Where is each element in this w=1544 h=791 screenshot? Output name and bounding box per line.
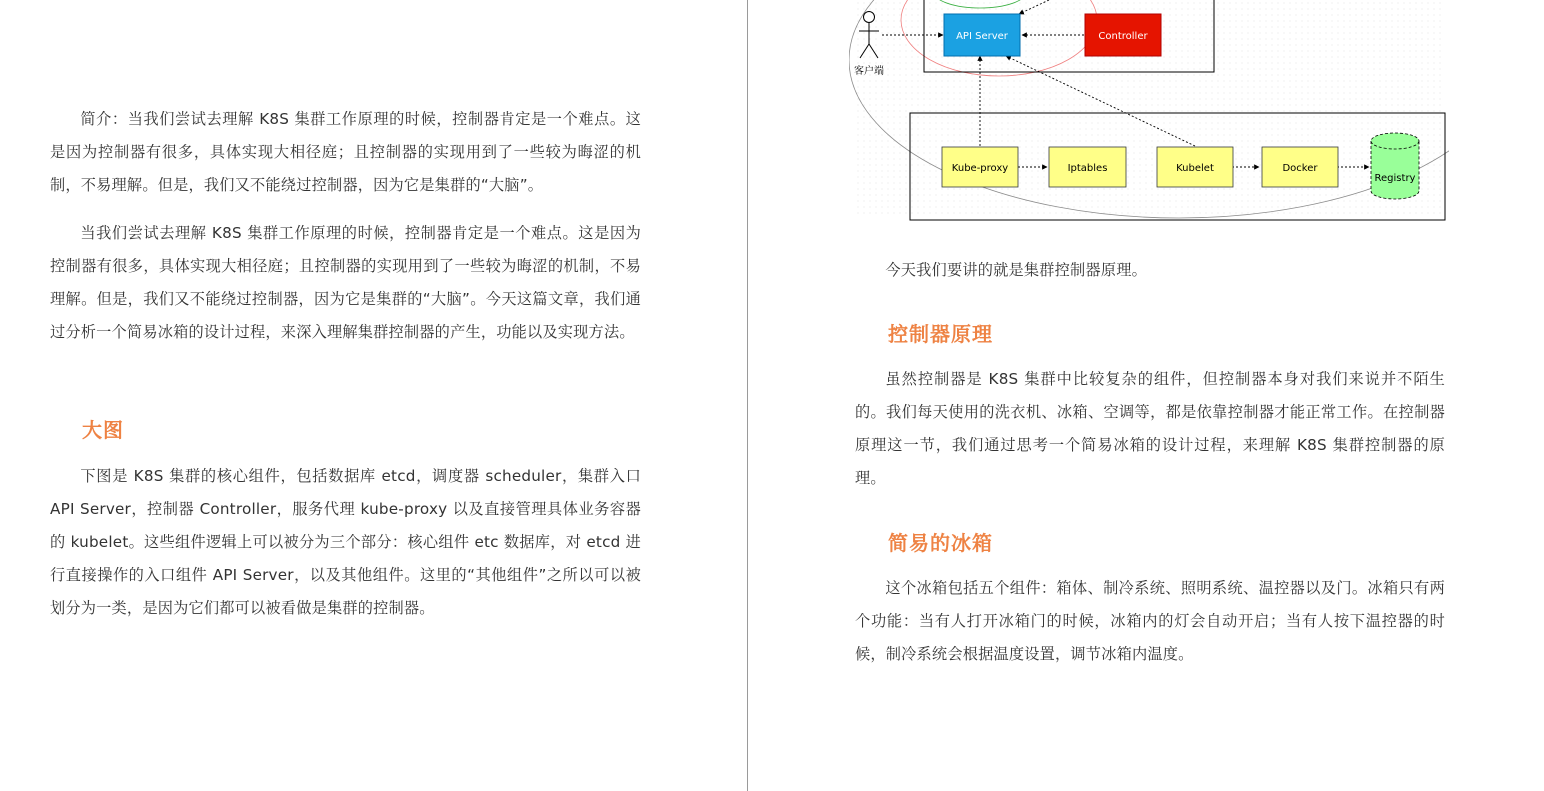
controller-principle-paragraph: 虽然控制器是 K8S 集群中比较复杂的组件，但控制器本身对我们来说并不陌生的。我们每天使用的洗衣机、冰箱、空调等，都是依靠控制器才能正常工作。在控制器原理这一节，我们通过思考一个简易冰箱的设计过程，来理解 K8S 集群控制器的原理。 bbox=[855, 370, 1445, 487]
left-page bbox=[0, 0, 748, 791]
section-heading-simple-fridge: 简易的冰箱 bbox=[888, 531, 993, 555]
section-heading-big-picture: 大图 bbox=[82, 418, 124, 442]
docker-label: Docker bbox=[1282, 163, 1318, 174]
right-page bbox=[749, 0, 1544, 791]
kubelet-label: Kubelet bbox=[1176, 163, 1214, 174]
intro-paragraph: 简介：当我们尝试去理解 K8S 集群工作原理的时候，控制器肯定是一个难点。这是因为控制器有很多，具体实现大相径庭；且控制器的实现用到了一些较为晦涩的机制，不易理解。但是，我们又不能绕过控制器，因为它是集群的“大脑”。 bbox=[50, 110, 641, 194]
iptables-label: Iptables bbox=[1067, 163, 1108, 174]
api-server-label: API Server bbox=[956, 31, 1008, 42]
k8s-architecture-diagram bbox=[849, 0, 1449, 222]
registry-database-icon bbox=[1371, 133, 1419, 199]
fridge-paragraph: 这个冰箱包括五个组件：箱体、制冷系统、照明系统、温控器以及门。冰箱只有两个功能：当有人打开冰箱门的时候，冰箱内的灯会自动开启；当有人按下温控器的时候，制冷系统会根据温度设置，调节冰箱内温度。 bbox=[855, 579, 1445, 663]
controller-label: Controller bbox=[1098, 31, 1148, 42]
overview-paragraph: 当我们尝试去理解 K8S 集群工作原理的时候，控制器肯定是一个难点。这是因为控制器有很多，具体实现大相径庭；且控制器的实现用到了一些较为晦涩的机制，不易理解。但是，我们又不能绕过控制器，因为它是集群的“大脑”。今天这篇文章，我们通过分析一个简易冰箱的设计过程，来深入理解集群控制器的产生，功能以及实现方法。 bbox=[50, 224, 641, 341]
registry-label: Registry bbox=[1374, 173, 1416, 184]
section-heading-controller-principle: 控制器原理 bbox=[888, 322, 993, 346]
client-label: 客户端 bbox=[854, 66, 884, 77]
kube-proxy-label: Kube-proxy bbox=[951, 163, 1009, 174]
components-paragraph: 下图是 K8S 集群的核心组件，包括数据库 etcd，调度器 scheduler，集群入口 API Server，控制器 Controller，服务代理 kube-proxy 以及直接管理具体业务容器的 kubelet。这些组件逻辑上可以被分为三个部分：核心组件 etc 数据库，对 etcd 进行直接操作的入口组件 API Server，以及其他组件。这里的“其他组件”之所以可以被划分为一类，是因为它们都可以被看做是集群的控制器。 bbox=[50, 467, 641, 617]
today-paragraph: 今天我们要讲的就是集群控制器原理。 bbox=[885, 261, 1147, 279]
page-divider bbox=[747, 0, 748, 791]
